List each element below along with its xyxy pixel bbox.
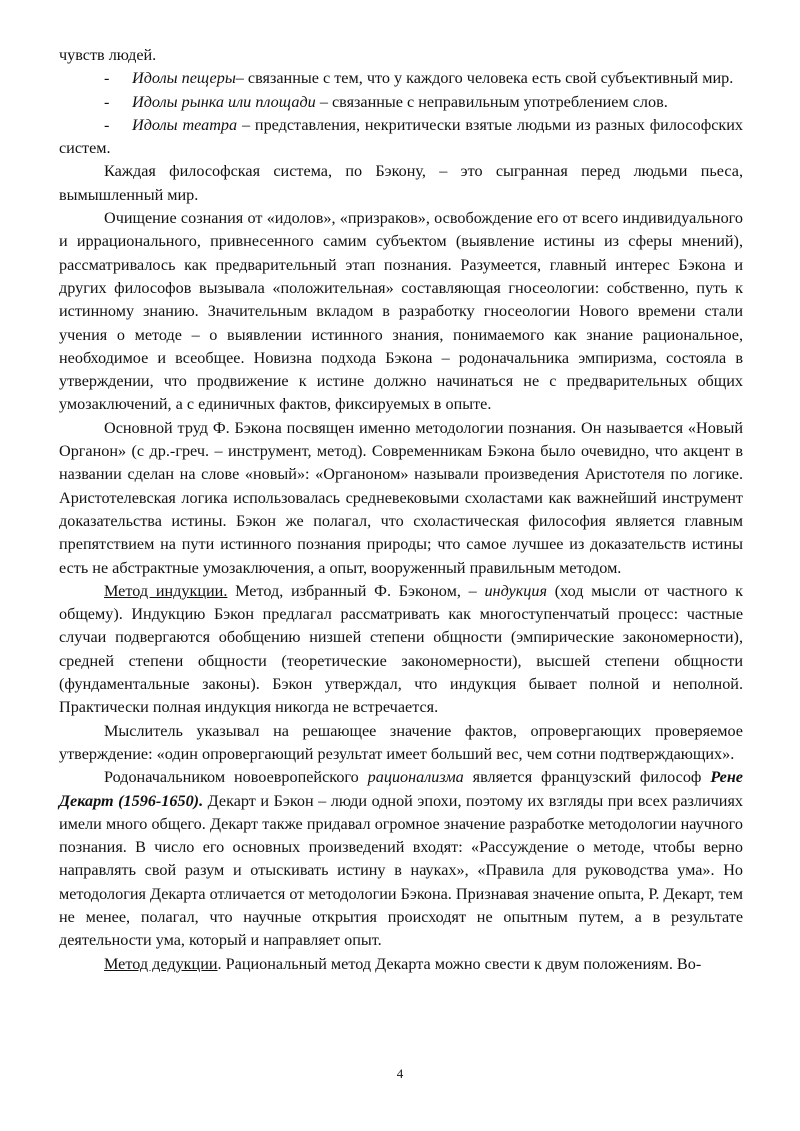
bold-italic-name: Рене Декарт (1596-1650). <box>59 768 743 810</box>
list-term: Идолы театра <box>132 115 238 134</box>
paragraph-continuation: чувств людей. <box>59 46 157 64</box>
section-heading-induction: Метод индукции. <box>104 581 228 600</box>
list-text: – связанные с неправильным употреблением слов. <box>315 92 668 111</box>
paragraph-deduction-method <box>59 953 743 976</box>
paragraph-text: . Рациональный метод Декарта можно свести к двум положениям. Во- <box>217 954 702 973</box>
page-number: 4 <box>396 1066 404 1081</box>
paragraph-text: Метод, избранный Ф. Бэконом, – <box>227 581 485 600</box>
italic-term: рационализма <box>367 768 464 787</box>
list-dash: - <box>104 69 110 88</box>
list-item-idols-theatre <box>59 114 743 161</box>
list-text: – представления, некритически взятые людьми из разных философских систем. <box>59 115 743 158</box>
list-dash: - <box>104 115 110 134</box>
paragraph-novum-organum: Основной труд Ф. Бэкона посвящен именно методологии познания. Он называется «Новый Органон» (с др.-греч. – инструмент, метод). Современникам Бэкона было очевидно, что акцент в названии сделан на слове «новый»: «Органоном» называли произведения Аристотеля по логике. Аристотелевская логика использовалась средневековыми схоластами как важнейший инструмент доказательства истины. Бэкон же полагал, что схоластическая философия является главным препятствием на пути истинного познания природы; что самое лучшее из доказательств истины есть не абстрактные умозаключения, а опыт, вооруженный правильным методом. <box>59 418 743 577</box>
paragraph-text: является французский философ <box>463 768 711 787</box>
paragraph-text: (ход мысли от частного к общему). Индукцию Бэкон предлагал рассматривать как многоступенчатый процесс: частные случаи подвергаются обобщению низшей степени общности (эмпирические закономерности), средней степени общности (теоретические закономерности), высшей степени общности (фундаментальные законы). Бэкон утверждал, что индукция бывает полной и неполной. Практически полная индукция никогда не встречается. <box>59 581 743 717</box>
list-dash: - <box>104 92 110 111</box>
paragraph-text: Родоначальником новоевропейского <box>104 768 368 787</box>
paragraph-cleansing-consciousness: Очищение сознания от «идолов», «призраков», освобождение его от всего индивидуального и иррационального, привнесенного самим субъектом (выявление истины из сферы мнений), рассматривалось как предварительный этап познания. Разумеется, главный интерес Бэкона и других философов вызывала «положительная» составляющая гносеологии: собственно, путь к истинному знанию. Значительным вкладом в разработку гносеологии Нового времени стали учения о методе – о выявлении истинного знания, понимаемого как знание рациональное, необходимое и всеобщее. Новизна подхода Бэкона – родоначальника эмпиризма, состояла в утверждении, что продвижение к истине должно начинаться не с предварительных общих умозаключений, а с единичных фактов, фиксируемых в опыте. <box>59 209 743 414</box>
list-term: Идолы пещеры <box>132 69 236 88</box>
paragraph-falsifying-facts: Мыслитель указывал на решающее значение фактов, опровергающих проверяемое утверждение: «один опровергающий результат имеет больший вес, чем сотни подтверждающих». <box>59 721 743 763</box>
paragraph-descartes <box>59 766 743 952</box>
paragraph-text: Декарт и Бэкон – люди одной эпохи, поэтому их взгляды при всех различиях имели много общего. Декарт также придавал огромное значение разработке методологии научного познания. В число его основных произведений входят: «Рассуждение о методе, чтобы верно направлять свой разум и отыскивать истину в науках», «Правила для руководства ума». Но методология Декарта отличается от методологии Бэкона. Признавая значение опыта, Р. Декарт, тем не менее, полагал, что научные открытия происходят не опытным путем, а в результате деятельности ума, который и направляет опыт. <box>59 791 744 950</box>
list-item-idols-market <box>59 91 743 114</box>
paragraph-induction-method <box>59 580 743 720</box>
section-heading-deduction: Метод дедукции <box>104 954 218 973</box>
paragraph-philosophy-play: Каждая философская система, по Бэкону, – это сыгранная перед людьми пьеса, вымышленный мир. <box>59 162 743 204</box>
list-text: – связанные с тем, что у каждого человека есть свой субъективный мир. <box>235 69 734 88</box>
list-item-idols-cave <box>59 67 743 90</box>
list-term: Идолы рынка или площади <box>132 92 316 111</box>
italic-term: индукция <box>484 581 548 600</box>
